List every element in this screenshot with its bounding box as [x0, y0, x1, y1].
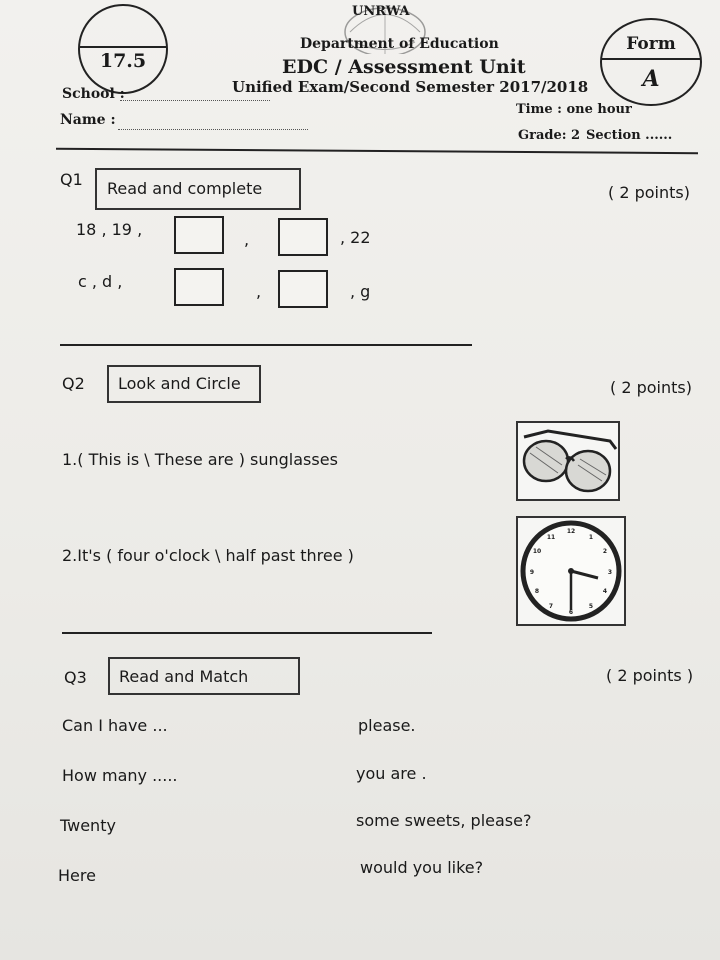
q1-row2-comma: , — [256, 282, 262, 301]
q3-left-item: Twenty — [60, 816, 116, 835]
q1-row2-end: , g — [350, 282, 371, 301]
svg-text:11: 11 — [546, 534, 556, 541]
form-circle — [600, 18, 702, 106]
score-value: 17.5 — [99, 50, 147, 72]
q2-points: ( 2 points) — [610, 378, 692, 397]
q3-right-item: please. — [358, 716, 416, 735]
q1-points: ( 2 points) — [608, 183, 690, 202]
q1-answer-box-3[interactable] — [174, 268, 224, 306]
form-divider — [602, 58, 700, 60]
form-label: Form — [626, 34, 676, 54]
q3-left-item: How many ..... — [62, 766, 178, 785]
q3-points: ( 2 points ) — [606, 666, 694, 685]
q1-answer-box-2[interactable] — [278, 218, 328, 256]
svg-text:2: 2 — [602, 548, 608, 555]
q1-row2-start: c , d , — [78, 272, 123, 291]
q3-title-box — [108, 657, 300, 695]
grade-text: Grade: 2 — [518, 128, 581, 143]
clock-icon — [516, 516, 626, 626]
svg-text:8: 8 — [534, 588, 540, 595]
school-label: School : — [62, 86, 125, 102]
q1-row1-comma: , — [244, 230, 250, 249]
time-text: Time : one hour — [516, 102, 632, 117]
score-divider — [80, 46, 166, 48]
q1-row1-start: 18 , 19 , — [76, 220, 143, 239]
q2-rule — [62, 632, 432, 634]
q1-row1-end: , 22 — [340, 228, 371, 247]
exam-title: Unified Exam/Second Semester 2017/2018 — [232, 78, 589, 96]
q3-left-item: Here — [58, 866, 96, 885]
q2-item-1: 1.( This is \ These are ) sunglasses — [62, 450, 338, 469]
svg-text:12: 12 — [566, 528, 576, 535]
q2-title: Look and Circle — [118, 374, 241, 393]
q3-left-item: Can I have ... — [62, 716, 168, 735]
q1-title: Read and complete — [107, 179, 263, 198]
q2-item-2: 2.It's ( four o'clock \ half past three ) — [62, 546, 354, 565]
q3-right-item: would you like? — [360, 858, 484, 877]
svg-text:9: 9 — [529, 569, 535, 576]
sunglasses-icon — [516, 421, 620, 501]
svg-text:6: 6 — [568, 609, 574, 616]
name-line — [118, 129, 308, 130]
q1-answer-box-4[interactable] — [278, 270, 328, 308]
svg-text:4: 4 — [602, 588, 608, 595]
q1-answer-box-1[interactable] — [174, 216, 224, 254]
name-label: Name : — [60, 112, 116, 128]
q3-number: Q3 — [64, 668, 87, 687]
unit-title: EDC / Assessment Unit — [282, 56, 526, 78]
svg-text:3: 3 — [607, 569, 613, 576]
form-value: A — [642, 66, 660, 92]
department-title: Department of Education — [300, 36, 499, 52]
q2-number: Q2 — [62, 374, 85, 393]
org-name: UNRWA — [352, 4, 410, 19]
q3-right-item: you are . — [356, 764, 427, 783]
section-text: Section ...... — [586, 128, 673, 143]
q2-title-box — [107, 365, 261, 403]
svg-text:5: 5 — [588, 603, 594, 610]
header-rule — [56, 148, 698, 154]
q3-title: Read and Match — [119, 667, 249, 686]
q1-rule — [60, 344, 472, 346]
svg-text:10: 10 — [532, 548, 542, 555]
svg-text:7: 7 — [548, 603, 554, 610]
q1-number: Q1 — [60, 170, 83, 189]
svg-text:1: 1 — [588, 534, 594, 541]
score-circle — [78, 4, 168, 94]
school-line — [120, 100, 270, 101]
q1-title-box — [95, 168, 301, 210]
q3-right-item: some sweets, please? — [356, 811, 532, 830]
